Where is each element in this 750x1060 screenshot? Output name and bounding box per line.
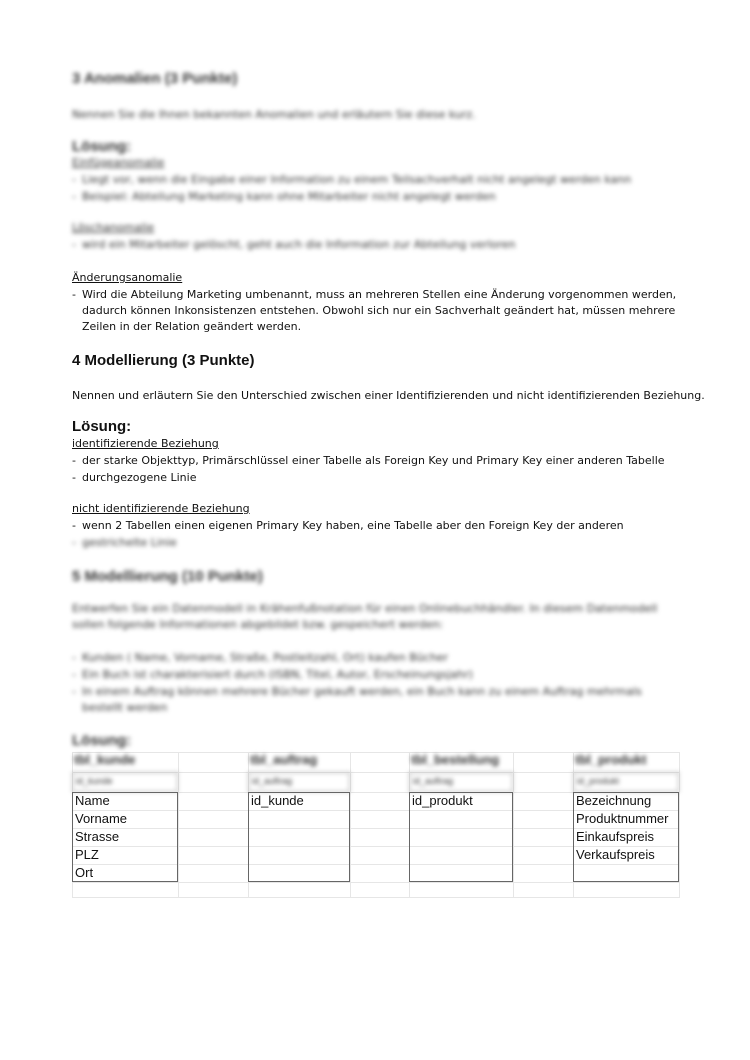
list-item: - In einem Auftrag können mehrere Bücher gekauft werden, ein Buch kann zu einem Auftrag mehrmals bestellt werden xyxy=(72,685,642,714)
list-item: - wird ein Mitarbeiter gelöscht, geht auch die Information zur Abteilung verloren xyxy=(72,238,516,251)
change-anomaly-heading: Änderungsanomalie xyxy=(72,271,183,284)
field-cell: Verkaufspreis xyxy=(576,847,655,862)
field-cell: id_produkt xyxy=(412,793,473,808)
field-cell: Einkaufspreis xyxy=(576,829,655,844)
field-cell: id_kunde xyxy=(251,793,304,808)
list-item: - Beispiel: Abteilung Marketing kann ohne Mitarbeiter nicht angelegt werden xyxy=(72,190,496,203)
list-item: - Liegt vor, wenn die Eingabe einer Information zu einem Teilsachverhalt nicht angelegt werden kann xyxy=(72,173,632,186)
list-item: - Wird die Abteilung Marketing umbenannt, muss an mehreren Stellen eine Änderung vorgenommen werden, dadurch können Inkonsistenzen entstehen. Obwohl sich nur ein Sachverhalt geändert hat, müssen mehrere Zeilen in der Relation geändert werden. xyxy=(72,288,677,333)
non-identifying-heading: nicht identifizierende Beziehung xyxy=(72,502,250,515)
list-item: - Ein Buch ist charakterisiert durch (ISBN, Titel, Autor, Erscheinungsjahr) xyxy=(72,668,473,681)
list-item: - gestrichelte Linie xyxy=(72,536,177,549)
list-item: - Kunden ( Name, Vorname, Straße, Postleitzahl, Ort) kaufen Bücher xyxy=(72,651,449,664)
section-5-title: 5 Modellierung (10 Punkte) xyxy=(72,568,263,585)
delete-anomaly-heading: Löschanomalie xyxy=(72,221,155,234)
field-cell: Ort xyxy=(75,865,94,880)
pk-bestellung: id_auftrag xyxy=(409,772,513,792)
field-cell: PLZ xyxy=(75,847,99,862)
identifying-heading: identifizierende Beziehung xyxy=(72,437,219,450)
table-name-bestellung: tbl_bestellung xyxy=(411,752,500,767)
pk-kunde: id_kunde xyxy=(72,772,178,792)
table-name-auftrag: tbl_auftrag xyxy=(250,752,318,767)
field-cell: Strasse xyxy=(75,829,120,844)
pk-auftrag: id_auftrag xyxy=(248,772,350,792)
insert-anomaly-heading: Einfügeanomalie xyxy=(72,156,165,169)
pk-produkt: id_produkt xyxy=(573,772,679,792)
section-4-question: Nennen und erläutern Sie den Unterschied zwischen einer Identifizierenden und nicht identifizierenden Beziehung. xyxy=(72,389,705,402)
field-cell: Name xyxy=(75,793,110,808)
section-3-solution-label: Lösung: xyxy=(72,138,132,155)
list-item: - durchgezogene Linie xyxy=(72,471,197,484)
table-name-produkt: tbl_produkt xyxy=(575,752,647,767)
section-4-title: 4 Modellierung (3 Punkte) xyxy=(72,352,255,369)
list-item: - wenn 2 Tabellen einen eigenen Primary Key haben, eine Tabelle aber den Foreign Key der anderen xyxy=(72,519,624,532)
field-cell: Vorname xyxy=(75,811,128,826)
list-item: - der starke Objekttyp, Primärschlüssel einer Tabelle als Foreign Key und Primary Key einer anderen Tabelle xyxy=(72,454,665,467)
field-cell: Produktnummer xyxy=(576,811,669,826)
section-3-title: 3 Anomalien (3 Punkte) xyxy=(72,70,238,87)
section-5-solution-label: Lösung: xyxy=(72,732,132,749)
table-name-kunde: tbl_kunde xyxy=(74,752,136,767)
section-3-question: Nennen Sie die Ihnen bekannten Anomalien und erläutern Sie diese kurz. xyxy=(72,108,476,121)
section-4-solution-label: Lösung: xyxy=(72,418,132,435)
field-cell: Bezeichnung xyxy=(576,793,652,808)
section-5-question: Entwerfen Sie ein Datenmodell in Krähenfußnotation für einen Onlinebuchhändler. In diesem Datenmodell sollen folgende Informationen abgebildet bzw. gespeichert werden: xyxy=(72,602,658,631)
